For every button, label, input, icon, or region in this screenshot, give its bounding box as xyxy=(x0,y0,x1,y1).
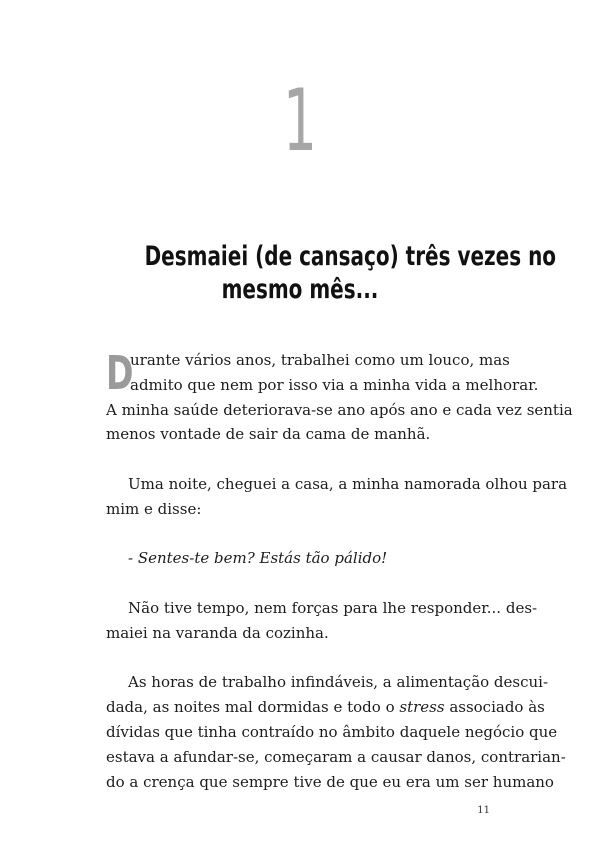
text-line: A minha saúde deteriorava-se ano após ano e cada vez sentia xyxy=(106,400,573,419)
text-segment: dada, as noites mal dormidas e todo o xyxy=(106,698,400,717)
emphasized-word: stress xyxy=(399,698,445,717)
text-line: Não tive tempo, nem forças para lhe responder... des- xyxy=(128,598,538,617)
paragraph-gap xyxy=(106,646,491,671)
paragraph-2 xyxy=(106,472,568,522)
text-line: admito que nem por isso via a minha vida a melhorar. xyxy=(130,375,539,394)
paragraph-gap xyxy=(106,571,491,596)
text-line: urante vários anos, trabalhei como um louco, mas xyxy=(130,351,510,369)
text-line: estava a afundar-se, começaram a causar danos, contrarian- xyxy=(106,747,566,766)
text-line: Uma noite, cheguei a casa, a minha namorada olhou para xyxy=(128,474,568,493)
chapter-title-line-2: mesmo mês... xyxy=(221,274,379,305)
text-line: do a crença que sempre tive de que eu era um ser humano xyxy=(106,772,554,791)
text-line: dívidas que tinha contraído no âmbito daquele negócio que xyxy=(106,722,558,741)
chapter-title-line-1: Desmaiei (de cansaço) três vezes no xyxy=(144,241,557,272)
text-line: maiei na varanda da cozinha. xyxy=(106,623,329,642)
body-text xyxy=(106,346,573,794)
text-segment: associado às xyxy=(444,698,545,717)
paragraph-gap xyxy=(106,447,491,472)
text-line: menos vontade de sair da cama de manhã. xyxy=(106,425,431,444)
text-line: As horas de trabalho infindáveis, a alimentação descui- xyxy=(128,673,549,692)
paragraph-3 xyxy=(106,546,491,571)
text-line: mim e disse: xyxy=(106,499,202,518)
page-number: 11 xyxy=(477,805,490,816)
dialogue-line: - Sentes-te bem? Estás tão pálido! xyxy=(128,549,388,568)
paragraph-5 xyxy=(106,670,566,794)
paragraph-4 xyxy=(106,596,538,646)
chapter-number: 1 xyxy=(283,71,317,171)
paragraph-1 xyxy=(106,346,573,447)
paragraph-gap xyxy=(106,522,491,547)
chapter-title xyxy=(90,240,557,306)
text-line xyxy=(106,695,545,720)
drop-cap: D xyxy=(106,346,134,400)
